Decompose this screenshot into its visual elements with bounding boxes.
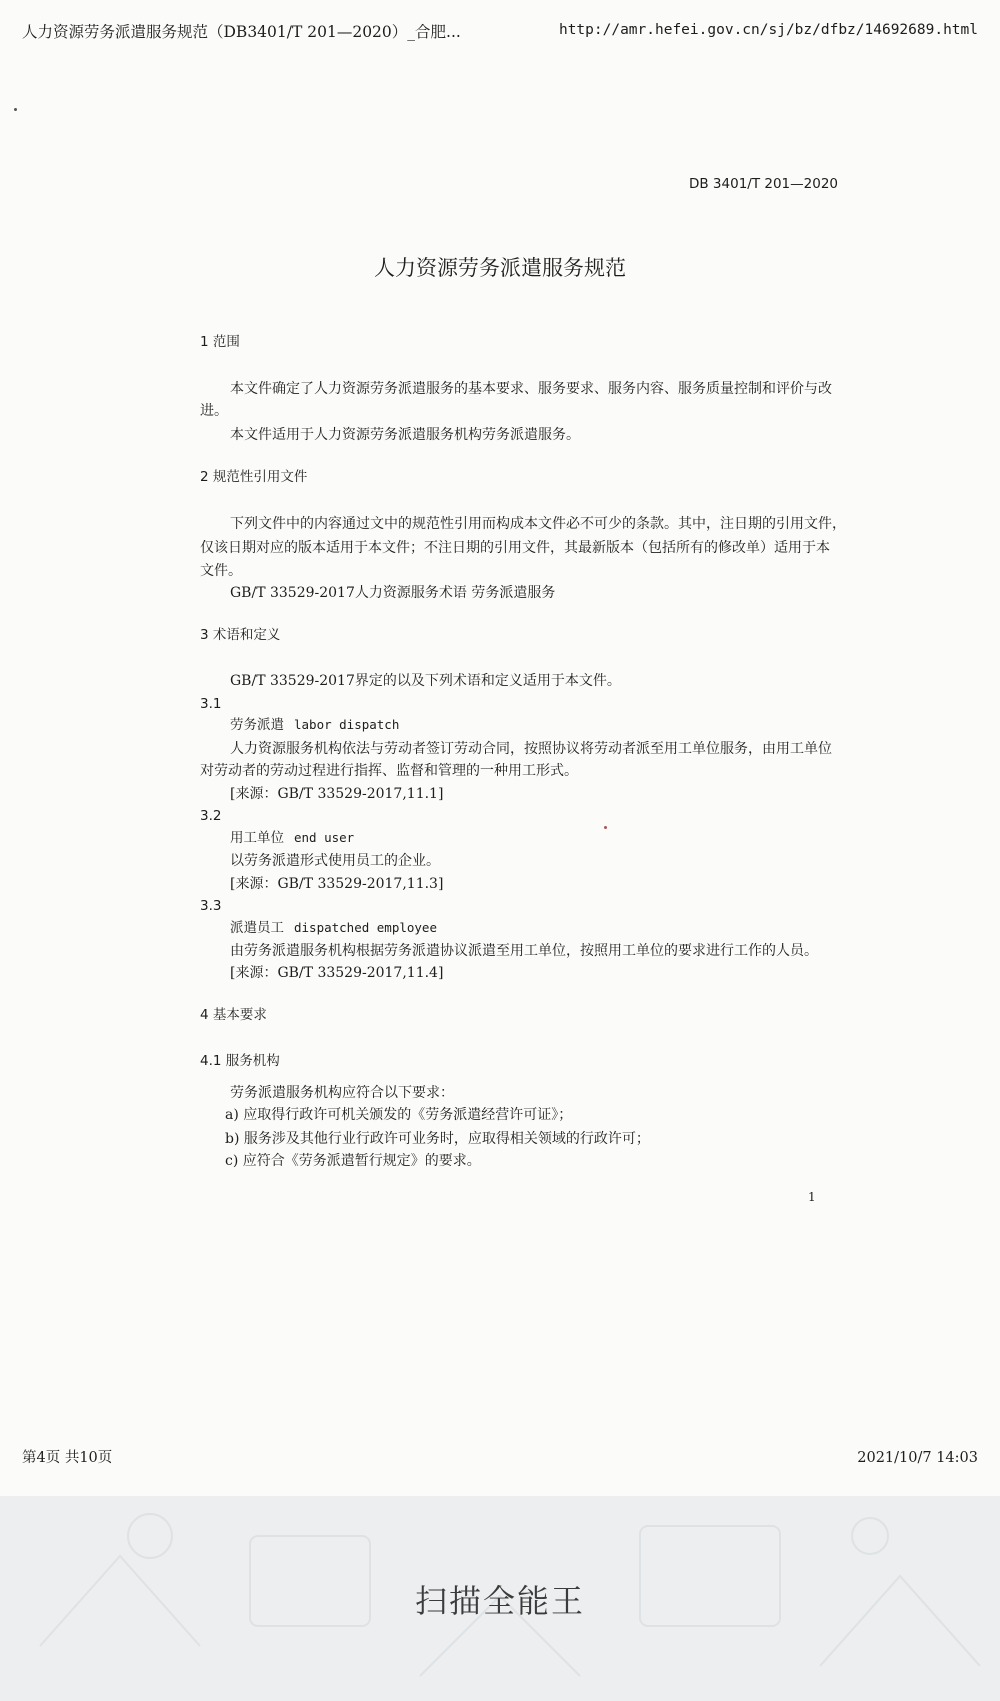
section-2-paragraph-line-3: 文件。 (200, 563, 242, 579)
watermark-band (0, 1496, 1000, 1701)
section-3-intro: GB/T 33529-2017界定的以及下列术语和定义适用于本文件。 (230, 673, 621, 689)
section-4-heading: 4 基本要求 (200, 1007, 267, 1023)
term-3-2-source: [来源：GB/T 33529-2017,11.3] (230, 876, 444, 892)
term-3-3-source: [来源：GB/T 33529-2017,11.4] (230, 965, 444, 981)
term-3-1-definition: 人力资源服务机构依法与劳动者签订劳动合同，按照协议将劳动者派至用工单位服务，由用工单位 (230, 741, 832, 757)
term-3-1-number: 3.1 (200, 696, 222, 712)
section-2-paragraph-line-2: 仅该日期对应的版本适用于本文件；不注日期的引用文件，其最新版本（包括所有的修改单）适用于本 (200, 540, 830, 556)
requirement-a: a) 应取得行政许可机关颁发的《劳务派遣经营许可证》； (225, 1107, 573, 1123)
section-1-paragraph-2: 本文件适用于人力资源劳务派遣服务机构劳务派遣服务。 (230, 427, 580, 443)
scan-speck (14, 108, 17, 111)
print-datetime: 2021/10/7 14:03 (857, 1450, 978, 1466)
term-3-3-en: dispatched employee (294, 920, 437, 935)
term-3-2-en: end user (294, 830, 355, 845)
term-3-2-title (230, 829, 354, 847)
term-3-3-zh: 派遣员工 (230, 920, 284, 936)
term-3-3-number: 3.3 (200, 898, 222, 914)
section-1-heading: 1 范围 (200, 334, 240, 350)
section-4-1-heading: 4.1 服务机构 (200, 1053, 280, 1069)
section-4-1-intro: 劳务派遣服务机构应符合以下要求： (230, 1085, 454, 1101)
term-3-1-source: [来源：GB/T 33529-2017,11.1] (230, 786, 444, 802)
term-3-1-zh: 劳务派遣 (230, 717, 284, 733)
document-title: 人力资源劳务派遣服务规范 (374, 256, 626, 280)
term-3-1-title (230, 716, 399, 734)
page-number: 1 (808, 1190, 816, 1204)
term-3-3-definition: 由劳务派遣服务机构根据劳务派遣协议派遣至用工单位，按照用工单位的要求进行工作的人员。 (230, 943, 818, 959)
section-2-heading: 2 规范性引用文件 (200, 469, 308, 485)
term-3-1-definition-cont: 对劳动者的劳动过程进行指挥、监督和管理的一种用工形式。 (200, 763, 578, 779)
requirement-b: b) 服务涉及其他行业行政许可业务时，应取得相关领域的行政许可； (225, 1131, 650, 1147)
term-3-2-zh: 用工单位 (230, 830, 284, 846)
page-info: 第4页 共10页 (22, 1450, 113, 1466)
browser-page-title: 人力资源劳务派遣服务规范（DB3401/T 201—2020）_合肥... (22, 23, 461, 41)
requirement-c: c) 应符合《劳务派遣暂行规定》的要求。 (225, 1153, 481, 1169)
term-3-2-definition: 以劳务派遣形式使用员工的企业。 (230, 853, 440, 869)
section-2-paragraph-line-1: 下列文件中的内容通过文中的规范性引用而构成本文件必不可少的条款。其中，注日期的引用文件， (230, 516, 846, 532)
section-3-heading: 3 术语和定义 (200, 627, 281, 643)
document-number: DB 3401/T 201—2020 (688, 176, 838, 192)
section-1-paragraph-1: 本文件确定了人力资源劳务派遣服务的基本要求、服务要求、服务内容、服务质量控制和评价与改 (230, 381, 832, 397)
term-3-3-title (230, 919, 437, 937)
source-url: http://amr.hefei.gov.cn/sj/bz/dfbz/14692689.html (558, 22, 978, 38)
section-1-paragraph-1-cont: 进。 (200, 403, 228, 419)
normative-reference: GB/T 33529-2017人力资源服务术语 劳务派遣服务 (230, 585, 556, 601)
scan-speck (604, 826, 607, 829)
scanner-app-watermark: 扫描全能王 (414, 1582, 585, 1620)
term-3-1-en: labor dispatch (294, 717, 400, 732)
term-3-2-number: 3.2 (200, 808, 222, 824)
